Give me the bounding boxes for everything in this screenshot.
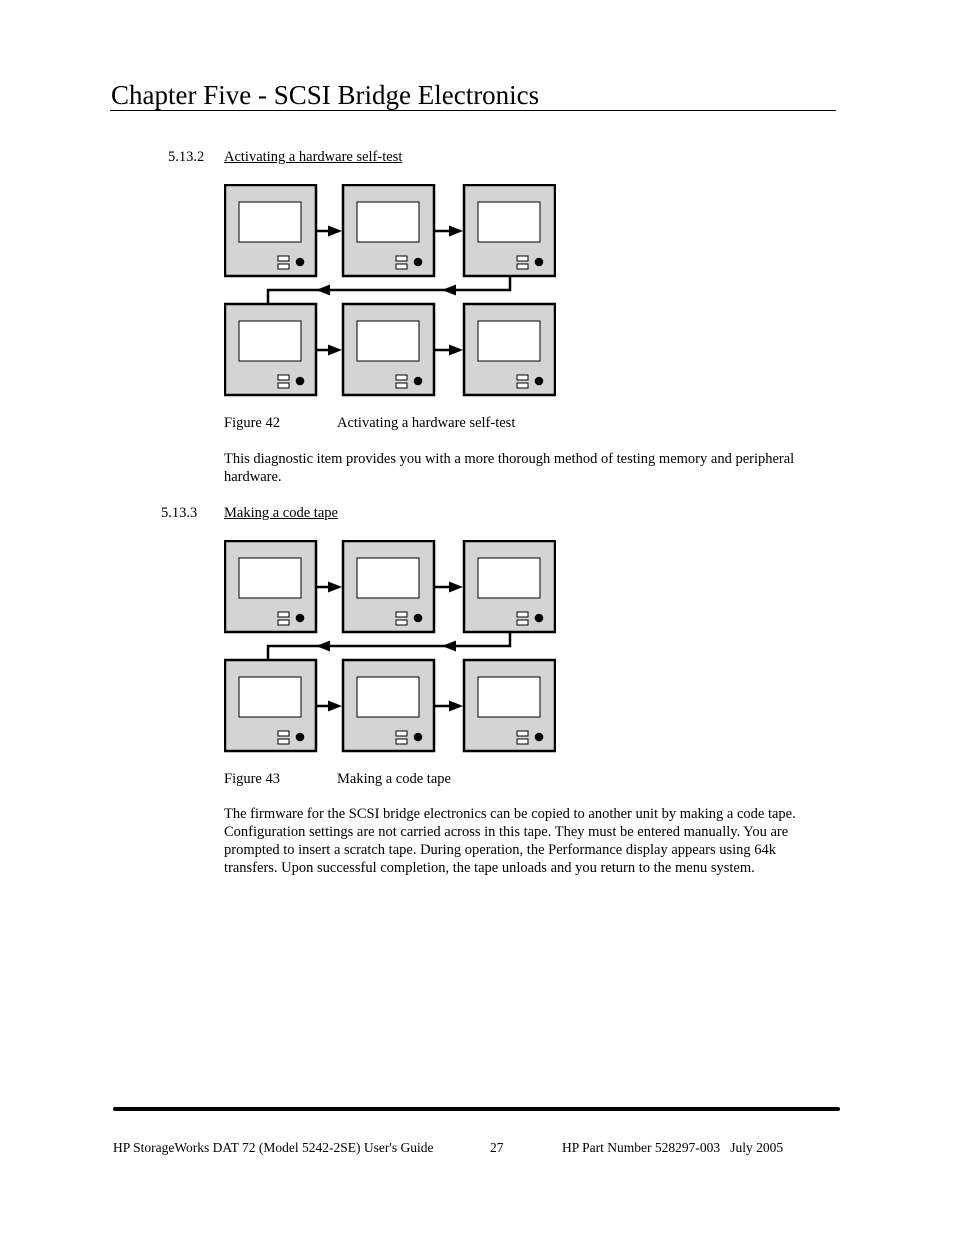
indicator-led-icon (535, 377, 544, 386)
arrow-head-icon (449, 226, 463, 237)
display-screen (478, 558, 540, 598)
arrow-head-icon (316, 641, 330, 652)
indicator-led-icon (414, 258, 423, 267)
display-unit (343, 304, 434, 395)
indicator-led-icon (535, 733, 544, 742)
button-icon (517, 620, 528, 625)
button-icon (396, 383, 407, 388)
indicator-led-icon (535, 258, 544, 267)
arrow-head-icon (328, 701, 342, 712)
button-icon (517, 612, 528, 617)
footer-page-number: 27 (490, 1140, 504, 1155)
button-icon (396, 731, 407, 736)
display-screen (478, 677, 540, 717)
figure-caption-text: Activating a hardware self-test (337, 415, 516, 431)
display-screen (239, 202, 301, 242)
arrow-head-icon (328, 345, 342, 356)
section-number: 5.13.2 (168, 149, 205, 165)
indicator-led-icon (414, 377, 423, 386)
button-icon (396, 264, 407, 269)
display-unit (343, 185, 434, 276)
button-icon (278, 620, 289, 625)
chapter-title: Chapter Five - SCSI Bridge Electronics (111, 80, 540, 110)
display-screen (239, 558, 301, 598)
footer-rule (113, 1107, 840, 1111)
indicator-led-icon (414, 733, 423, 742)
button-icon (278, 739, 289, 744)
section-heading-5-13-2 (168, 148, 402, 166)
button-icon (278, 612, 289, 617)
arrow-head-icon (442, 285, 456, 296)
section-body-text: This diagnostic item provides you with a more thorough method of testing memory and peripheral hardware. (224, 451, 795, 485)
footer-guide-title: HP StorageWorks DAT 72 (Model 5242-2SE) User's Guide (113, 1140, 434, 1155)
display-screen (357, 202, 419, 242)
button-icon (278, 383, 289, 388)
arrow-head-icon (449, 345, 463, 356)
display-flow-diagram (224, 540, 556, 754)
display-unit (464, 185, 555, 276)
button-icon (396, 375, 407, 380)
indicator-led-icon (296, 733, 305, 742)
button-icon (278, 731, 289, 736)
figure-caption-text: Making a code tape (337, 771, 451, 787)
figure-43-diagram (224, 540, 556, 754)
display-screen (478, 202, 540, 242)
display-unit (343, 660, 434, 751)
section-title: Activating a hardware self-test (224, 149, 403, 165)
button-icon (517, 264, 528, 269)
section-number: 5.13.3 (161, 505, 198, 521)
indicator-led-icon (414, 614, 423, 623)
return-connector-line (268, 633, 510, 660)
title-rule (110, 110, 836, 111)
footer-part-number: HP Part Number 528297-003 July 2005 (562, 1140, 784, 1155)
arrow-head-icon (442, 641, 456, 652)
figure-number: Figure 42 (224, 415, 280, 431)
button-icon (517, 383, 528, 388)
display-unit (225, 660, 316, 751)
arrow-head-icon (449, 582, 463, 593)
display-screen (239, 321, 301, 361)
arrow-head-icon (328, 226, 342, 237)
figure-42-diagram (224, 184, 556, 398)
arrow-head-icon (328, 582, 342, 593)
display-screen (357, 677, 419, 717)
display-screen (478, 321, 540, 361)
button-icon (517, 256, 528, 261)
button-icon (396, 612, 407, 617)
button-icon (517, 375, 528, 380)
button-icon (278, 264, 289, 269)
display-unit (343, 541, 434, 632)
display-unit (225, 541, 316, 632)
display-screen (357, 558, 419, 598)
display-screen (357, 321, 419, 361)
button-icon (517, 739, 528, 744)
section-heading-5-13-3 (161, 504, 338, 522)
display-unit (464, 304, 555, 395)
button-icon (517, 731, 528, 736)
display-unit (464, 660, 555, 751)
indicator-led-icon (296, 258, 305, 267)
display-unit (225, 185, 316, 276)
button-icon (278, 256, 289, 261)
indicator-led-icon (535, 614, 544, 623)
section-title: Making a code tape (224, 505, 338, 521)
arrow-head-icon (449, 701, 463, 712)
display-unit (464, 541, 555, 632)
indicator-led-icon (296, 614, 305, 623)
button-icon (278, 375, 289, 380)
section-body-text: The firmware for the SCSI bridge electronics can be copied to another unit by making a code tape. Configuration settings are not carried across in this tape. They must be entered manually. You are prompted to insert a scratch tape. During operation, the Performance display appears using 64k transfers. Upon successful completion, the tape unloads and you return to the menu system. (224, 806, 796, 876)
display-screen (239, 677, 301, 717)
figure-number: Figure 43 (224, 771, 280, 787)
button-icon (396, 739, 407, 744)
display-unit (225, 304, 316, 395)
return-connector-line (268, 277, 510, 304)
arrow-head-icon (316, 285, 330, 296)
button-icon (396, 620, 407, 625)
display-flow-diagram (224, 184, 556, 398)
button-icon (396, 256, 407, 261)
indicator-led-icon (296, 377, 305, 386)
